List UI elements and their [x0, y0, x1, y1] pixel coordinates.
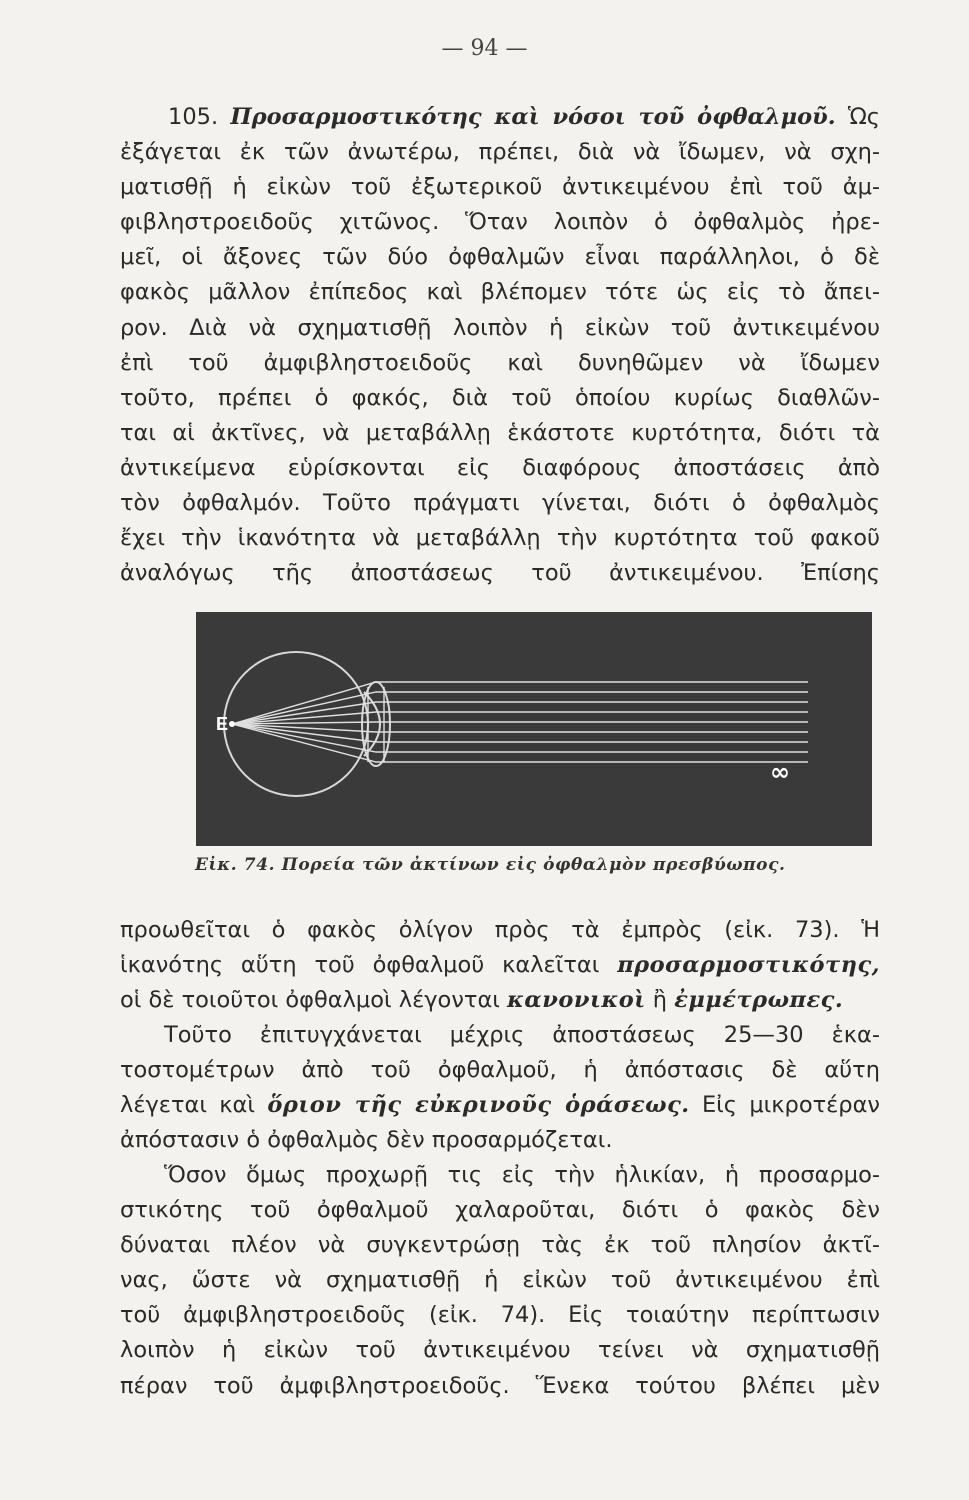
section-number: 105. — [168, 104, 219, 130]
figure-background — [196, 612, 872, 846]
text-line: στικότης τοῦ ὀφθαλμοῦ χαλαροῦται, διότι ὁ φακὸς δὲν — [120, 1197, 880, 1224]
text-segment: ἱκανότης αὕτη τοῦ ὀφθαλμοῦ καλεῖται — [120, 952, 600, 979]
text-line: Ὅσον ὅμως προχωρῇ τις εἰς τὴν ἡλικίαν, ἡ προσαρμο- — [164, 1162, 880, 1188]
emphasis-term: κανονικοὶ — [507, 987, 646, 1014]
text-line: ρον. Διὰ νὰ σχηματισθῇ λοιπὸν ἡ εἰκὼν τοῦ ἀντικειμένου — [120, 314, 880, 341]
text-line: τοστομέτρων ἀπὸ τοῦ ὀφθαλμοῦ, ἡ ἀπόστασις δὲ αὕτη — [120, 1057, 880, 1084]
text-line: τὸν ὀφθαλμόν. Τοῦτο πράγματι γίνεται, διότι ὁ ὀφθαλμὸς — [120, 490, 880, 517]
text-line: πέραν τοῦ ἀμφιβληστροειδοῦς. Ἕνεκα τούτου βλέπει μὲν — [120, 1372, 880, 1399]
text-line: μεῖ, οἱ ἄξονες τῶν δύο ὀφθαλμῶν εἶναι παράλληλοι, ὁ δὲ — [120, 244, 880, 271]
label-infinity: ∞ — [770, 758, 790, 786]
paragraph-3 — [120, 1018, 880, 1158]
emphasis-term: προσαρμοστικότης, — [617, 952, 880, 979]
text-line: ἐπὶ τοῦ ἀμφιβληστοειδοῦς καὶ δυνηθῶμεν νὰ ἴδωμεν — [120, 349, 880, 376]
page-number: — 94 — — [441, 36, 528, 61]
section-heading-line — [120, 100, 880, 135]
emphasis-term: ὅριον τῆς εὐκρινοῦς ὁράσεως. — [267, 1092, 690, 1119]
text-segment: οἱ δὲ τοιοῦτοι ὀφθαλμοὶ λέγονται — [120, 987, 500, 1014]
text-line: Τοῦτο ἐπιτυγχάνεται μέχρις ἀποστάσεως 25—30 ἑκα- — [164, 1022, 880, 1048]
label-e: Ε — [216, 714, 229, 734]
text-line — [120, 983, 880, 1018]
text-line: ἔχει τὴν ἱκανότητα νὰ μεταβάλλῃ τὴν κυρτότητα τοῦ φακοῦ — [120, 525, 880, 552]
figure-eye-diagram — [196, 612, 872, 846]
text-line: ἀναλόγως τῆς ἀποστάσεως τοῦ ἀντικειμένου. Ἐπίσης — [120, 560, 880, 587]
text-segment: Εἰς μικροτέραν — [701, 1092, 880, 1119]
heading-line-text: Ὡς — [847, 104, 880, 130]
text-line — [120, 948, 880, 983]
text-segment: λέγεται καὶ — [120, 1092, 256, 1119]
figure-caption: Εἰκ. 74. Πορεία τῶν ἀκτίνων εἰς ὀφθαλμὸν πρεσβύωπος. — [195, 855, 786, 875]
section-title: Προσαρμοστικότης καὶ νόσοι τοῦ ὀφθαλμοῦ. — [230, 104, 836, 130]
text-line: ἀπόστασιν ὁ ὀφθαλμὸς δὲν προσαρμόζεται. — [120, 1127, 613, 1154]
paragraph-1 — [120, 100, 880, 591]
text-line: προωθεῖται ὁ φακὸς ὀλίγον πρὸς τὰ ἐμπρὸς (εἰκ. 73). Ἡ — [120, 917, 880, 943]
text-line: φιβληστροειδοῦς χιτῶνος. Ὅταν λοιπὸν ὁ ὀφθαλμὸς ἠρε- — [120, 209, 880, 236]
text-line: φακὸς μᾶλλον ἐπίπεδος καὶ βλέπομεν τότε ὡς εἰς τὸ ἄπει- — [120, 279, 880, 306]
text-line: ται αἱ ἀκτῖνες, νὰ μεταβάλλῃ ἑκάστοτε κυρτότητα, διότι τὰ — [120, 419, 880, 446]
text-line: ματισθῇ ἡ εἰκὼν τοῦ ἐξωτερικοῦ ἀντικειμένου ἐπὶ τοῦ ἀμ- — [120, 174, 880, 201]
text-line: τοῦτο, πρέπει ὁ φακός, διὰ τοῦ ὁποίου κυρίως διαθλῶν- — [120, 384, 880, 411]
text-segment: ἢ — [652, 987, 668, 1014]
text-line: δύναται πλέον νὰ συγκεντρώσῃ τὰς ἐκ τοῦ πλησίον ἀκτῖ- — [120, 1232, 880, 1259]
paragraph-2 — [120, 913, 880, 1018]
text-line — [120, 1088, 880, 1123]
emphasis-term: ἐμμέτρωπες. — [674, 987, 844, 1014]
text-line: ἐξάγεται ἐκ τῶν ἀνωτέρω, πρέπει, διὰ νὰ ἴδωμεν, νὰ σχη- — [120, 139, 880, 166]
paragraph-4 — [120, 1158, 880, 1404]
text-line: ἀντικείμενα εὑρίσκονται εἰς διαφόρους ἀποστάσεις ἀπὸ — [120, 454, 880, 481]
text-line: τοῦ ἀμφιβληστροειδοῦς (εἰκ. 74). Εἰς τοιαύτην περίπτωσιν — [120, 1302, 880, 1329]
text-line: νας, ὥστε νὰ σχηματισθῇ ἡ εἰκὼν τοῦ ἀντικειμένου ἐπὶ — [120, 1267, 880, 1294]
eye-ray-diagram — [196, 612, 872, 846]
focal-point-e — [229, 721, 235, 727]
text-line: λοιπὸν ἡ εἰκὼν τοῦ ἀντικειμένου τείνει νὰ σχηματισθῇ — [120, 1337, 880, 1364]
